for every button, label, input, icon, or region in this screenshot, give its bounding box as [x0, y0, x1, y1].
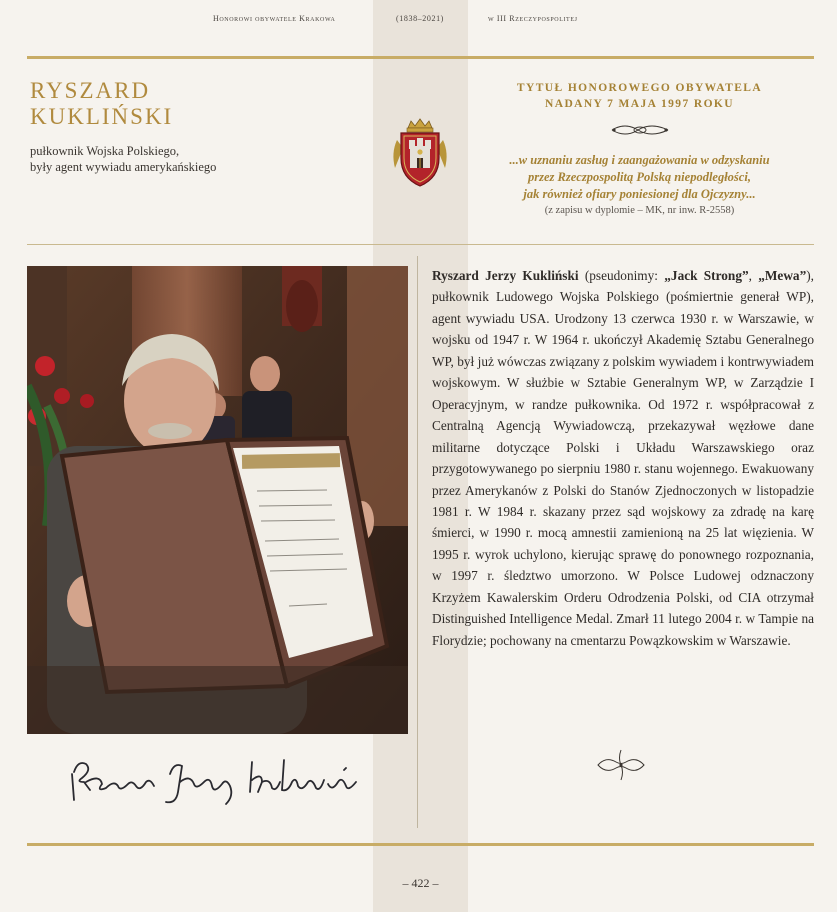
quote-line2: przez Rzeczpospolitą Polską niepodległości,	[528, 170, 751, 184]
top-gold-rule	[27, 56, 814, 59]
award-title-line2: NADANY 7 MAJA 1997 ROKU	[545, 98, 734, 110]
bottom-gold-rule	[27, 843, 814, 846]
bio-text-1: (pseudonimy:	[578, 268, 665, 283]
running-head-right: w III Rzeczypospolitej	[488, 14, 578, 23]
quote-line3: jak również ofiary poniesionej dla Ojczyzny...	[523, 187, 756, 201]
diploma-quote	[478, 152, 801, 203]
middle-rule	[27, 244, 814, 245]
bio-alias-1: „Jack Strong”	[664, 268, 749, 283]
handwritten-signature-icon	[66, 752, 371, 812]
page-number: – 422 –	[402, 876, 439, 890]
portrait-photo-image	[27, 266, 408, 734]
person-name-line1: RYSZARD	[30, 78, 151, 103]
person-subtitle	[30, 143, 360, 175]
portrait-photo	[27, 266, 408, 734]
bio-alias-2: „Mewa”	[758, 268, 807, 283]
krakow-coat-of-arms-icon	[389, 118, 451, 190]
column-divider	[417, 256, 418, 828]
quote-source: (z zapisu w dyplomie – MK, nr inw. R-2558)	[544, 205, 735, 216]
quote-line1: ...w uznaniu zasług i zaangażowania w odzyskaniu	[509, 153, 770, 167]
award-title-line1: TYTUŁ HONOROWEGO OBYWATELA	[516, 82, 763, 94]
ornament-flourish-icon	[610, 122, 670, 138]
running-head	[0, 14, 837, 28]
person-name-line2: KUKLIŃSKI	[30, 104, 174, 129]
bio-text-3: ), pułkownik Ludowego Wojska Polskiego (pośmiertnie generał WP), agent wywiadu USA. Urodzony 13 czerwca 1930 r. w Warszawie, w wojsku od 1947 r. W 1964 r. ukończył Akademię Sztabu Generalnego WP, był już wówczas związany z polskim wywiadem i kontrwywiadem wojskowym. W służbie w Sztabie Generalnym WP, w Zarządzie I Operacyjnym, w randze pułkownika. Od 1972 r. współpracował z Centralną Agencją Wywiadowczą, przekazywał węzłowe dane militarne dotyczące Polski i Układu Warszawskiego oraz przygotowywanego po sierpniu 1980 r. stanu wojennego. Ewakuowany przez Amerykanów z Polski do Stanów Zjednoczonych w listopadzie 1981 r. W 1984 r. skazany przez sąd wojskowy za zdradę na karę śmierci, w 1990 r. mocą amnestii zamienioną na 25 lat więzienia. W 1995 r. wyrok uchylono, kierując sprawę do ponownego rozpoznania, w 1997 r. śledztwo umorzono. W Polsce Ludowej odznaczony Krzyżem Kawalerskim Orderu Odrodzenia Polski, od CIA otrzymał Distinguished Intelligence Medal. Zmarł 11 lutego 2004 r. w Tampie na Florydzie; pochowany na cmentarzu Powązkowskim w Warszawie.	[432, 268, 814, 648]
running-head-left: Honorowi obywatele Krakowa	[213, 14, 336, 23]
bio-text-2: ,	[748, 268, 759, 283]
bio-name: Ryszard Jerzy Kukliński	[432, 268, 579, 283]
person-name	[30, 78, 173, 130]
subtitle-line2: były agent wywiadu amerykańskiego	[30, 160, 217, 174]
honorary-title-block	[478, 80, 801, 216]
end-ornament-icon	[596, 748, 646, 782]
biography-text	[432, 265, 814, 651]
subtitle-line1: pułkownik Wojska Polskiego,	[30, 144, 180, 158]
running-head-center: (1838–2021)	[396, 14, 444, 23]
